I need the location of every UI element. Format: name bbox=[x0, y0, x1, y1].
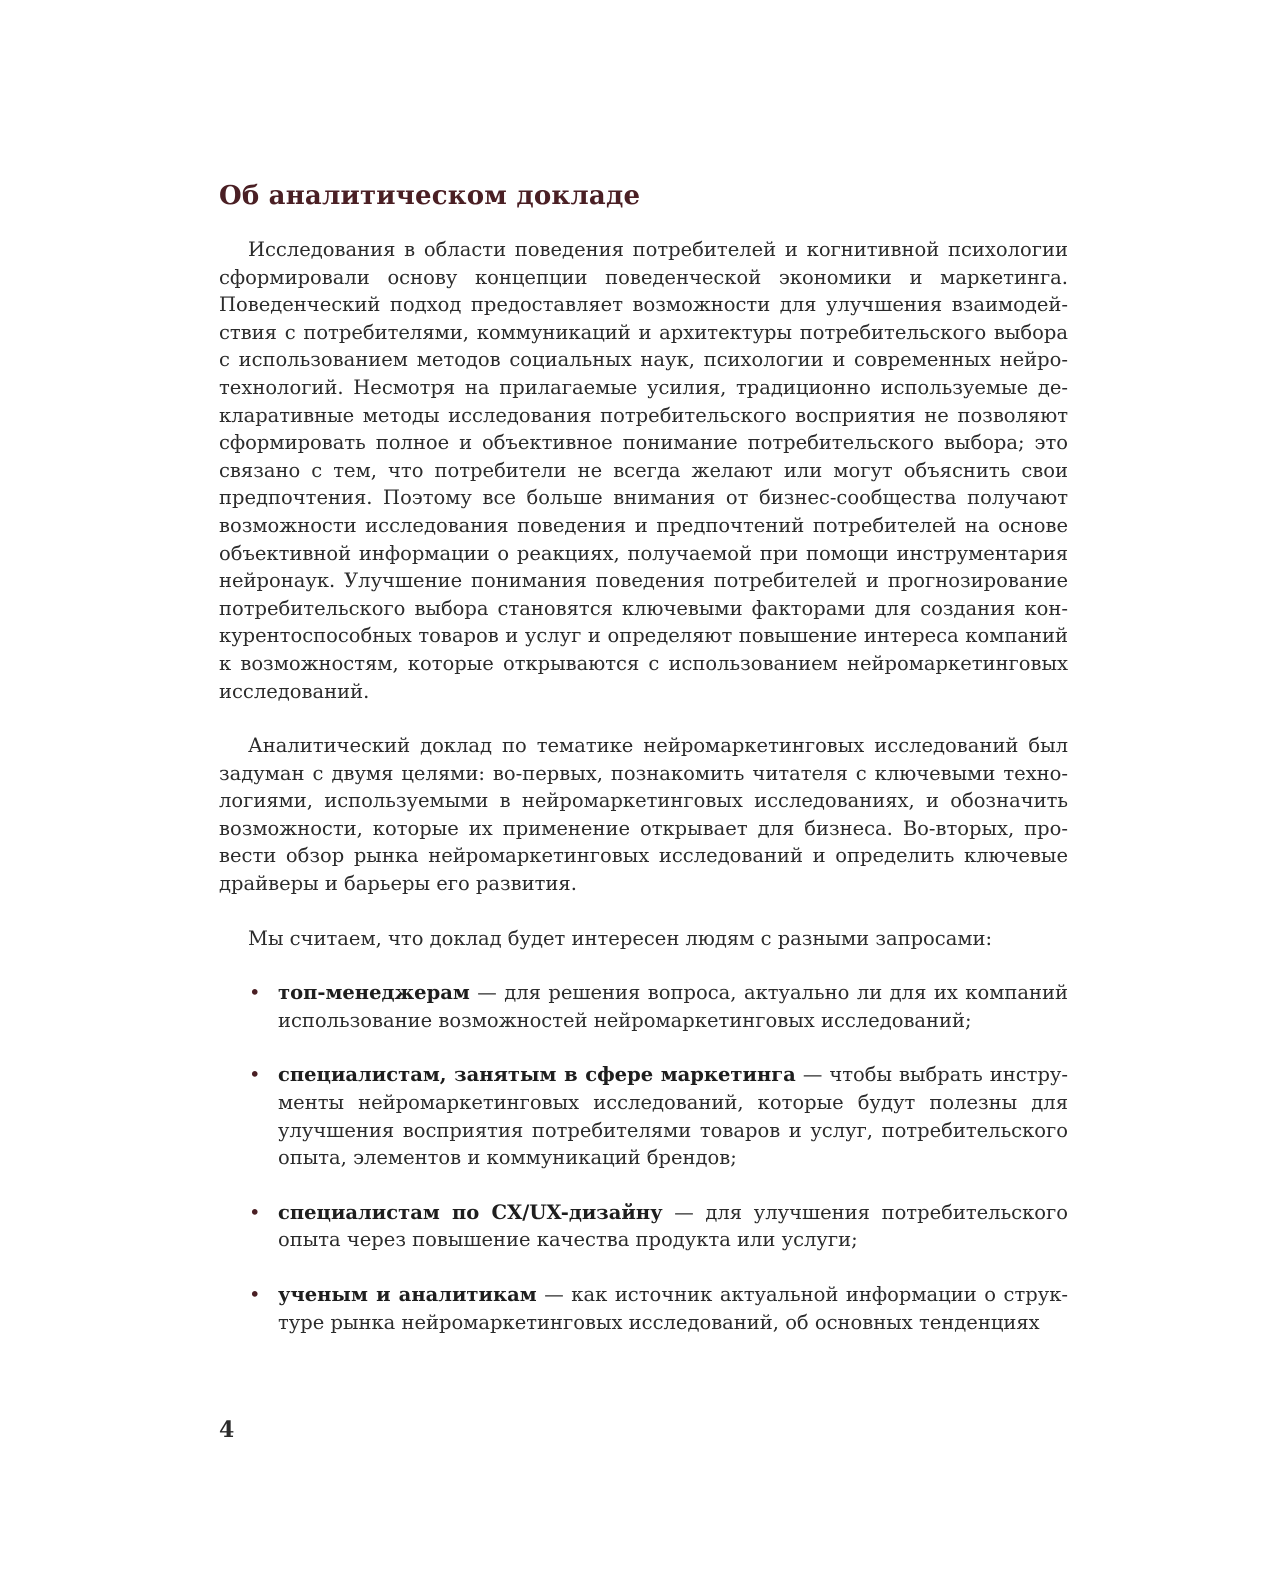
list-item bbox=[219, 1061, 1068, 1171]
page-number: 4 bbox=[219, 1417, 235, 1443]
list-item-text: — как источник актуальной информации о структуре рынка нейромаркетинговых исследований, об основных тенденциях bbox=[278, 1283, 1068, 1334]
paragraph-audience-lead: Мы считаем, что доклад будет интересен людям с разными запросами: bbox=[248, 926, 993, 950]
list-item-term: специалистам, занятым в сфере маркетинга bbox=[278, 1063, 796, 1087]
list-item-text: — для улучшения потребительского опыта через повышение качества продукта или услуги; bbox=[278, 1200, 1068, 1252]
list-item bbox=[219, 1199, 1068, 1254]
bullet-icon: • bbox=[249, 981, 261, 1005]
paragraph-intro: Исследования в области поведения потребителей и когнитивной психологии сформировали основу концепции поведенческой экономики и маркетинга. Поведенческий подход предоставляет возможности для улучшения взаимодействия с потребителями, коммуникаций и архитектуры потребительского выбора с использованием методов социальных наук, психологии и современных нейротехнологий. Несмотря на прилагаемые усилия, традиционно используемые декларативные методы исследования потребительского восприятия не позволяют сформировать полное и объективное понимание потребительского выбора; это связано с тем, что потребители не всегда желают или могут объяснить свои предпочтения. Поэтому все больше внимания от бизнес-сообщества получают возможности исследования поведения и предпочтений потребителей на основе объективной информации о реакциях, получаемой при помощи инструментария нейронаук. Улучшение понимания поведения потребителей и прогнозирование потребительского выбора становятся ключевыми факторами для создания конкурентоспособных товаров и услуг и определяют повышение интереса компаний к возможностям, которые открываются с использованием нейромаркетинговых исследований. bbox=[219, 238, 1068, 703]
audience-list bbox=[219, 979, 1068, 1336]
paragraph-goals: Аналитический доклад по тематике нейромаркетинговых исследований был задуман с двумя целями: во-первых, познакомить читателя с ключевыми технологиями, используемыми в нейромаркетинговых исследованиях, и обозначить возможности, которые их применение открывает для бизнеса. Во-вторых, провести обзор рынка нейромаркетинговых исследований и определить ключевые драйверы и барьеры его развития. bbox=[219, 734, 1068, 896]
bullet-icon: • bbox=[249, 1200, 261, 1224]
list-item-text: — чтобы выбрать инструменты нейромаркетинговых исследований, которые будут полезны для улучшения восприятия потребителями товаров и услуг, потребительского опыта, элементов и коммуникаций брендов; bbox=[278, 1063, 1068, 1170]
list-item-term: специалистам по CX/UX-дизайну bbox=[278, 1200, 663, 1224]
body-text bbox=[219, 236, 1068, 1363]
bullet-icon: • bbox=[249, 1283, 261, 1306]
list-item bbox=[219, 979, 1068, 1034]
section-title: Об аналитическом докладе bbox=[219, 181, 641, 211]
list-item bbox=[219, 1281, 1068, 1336]
list-item-text: — для решения вопроса, актуально ли для их компаний использование возможностей нейромаркетинговых исследований; bbox=[278, 981, 1068, 1032]
bullet-icon: • bbox=[249, 1063, 261, 1087]
list-item-term: топ-менеджерам bbox=[278, 981, 470, 1005]
list-item-term: ученым и аналитикам bbox=[278, 1283, 537, 1306]
